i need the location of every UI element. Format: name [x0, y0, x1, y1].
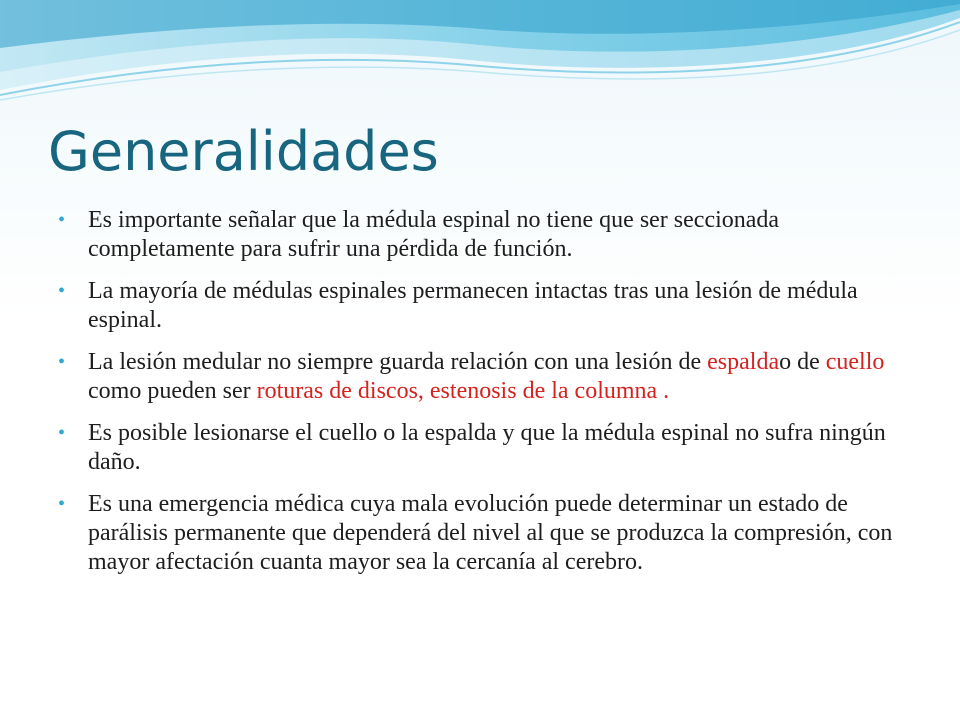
bullet-text-segment: o de	[779, 349, 826, 375]
bullet-item	[56, 490, 906, 577]
bullet-text: La mayoría de médulas espinales permanecen intactas tras una lesión de médula espinal.	[88, 278, 858, 333]
slide-title: Generalidades	[48, 120, 439, 183]
bullet-dot-icon: •	[58, 351, 66, 373]
bullet-list	[56, 206, 906, 590]
bullet-text-segment: La lesión medular no siempre guarda relación con una lesión de	[88, 349, 708, 375]
bullet-item	[56, 277, 906, 335]
bullet-dot-icon: •	[58, 493, 66, 515]
bullet-text: Es posible lesionarse el cuello o la espalda y que la médula espinal no sufra ningún daño.	[88, 420, 886, 475]
highlighted-term: espalda	[707, 349, 780, 375]
bullet-dot-icon: •	[58, 209, 66, 231]
bullet-item	[56, 206, 906, 264]
highlighted-term: roturas de discos, estenosis de la columna .	[256, 378, 670, 404]
bullet-dot-icon: •	[58, 422, 66, 444]
bullet-text-segment: como pueden ser	[88, 378, 257, 404]
bullet-text: Es una emergencia médica cuya mala evolución puede determinar un estado de parálisis permanente que dependerá del nivel al que se produzca la compresión, con mayor afectación cuanta mayor sea la cercanía al cerebro.	[88, 491, 893, 575]
bullet-dot-icon: •	[58, 280, 66, 302]
bullet-item	[56, 348, 906, 406]
bullet-item	[56, 419, 906, 477]
bullet-text: Es importante señalar que la médula espinal no tiene que ser seccionada completamente para sufrir una pérdida de función.	[88, 207, 780, 262]
highlighted-term: cuello	[825, 349, 885, 375]
decorative-wave-banner	[0, 0, 960, 120]
